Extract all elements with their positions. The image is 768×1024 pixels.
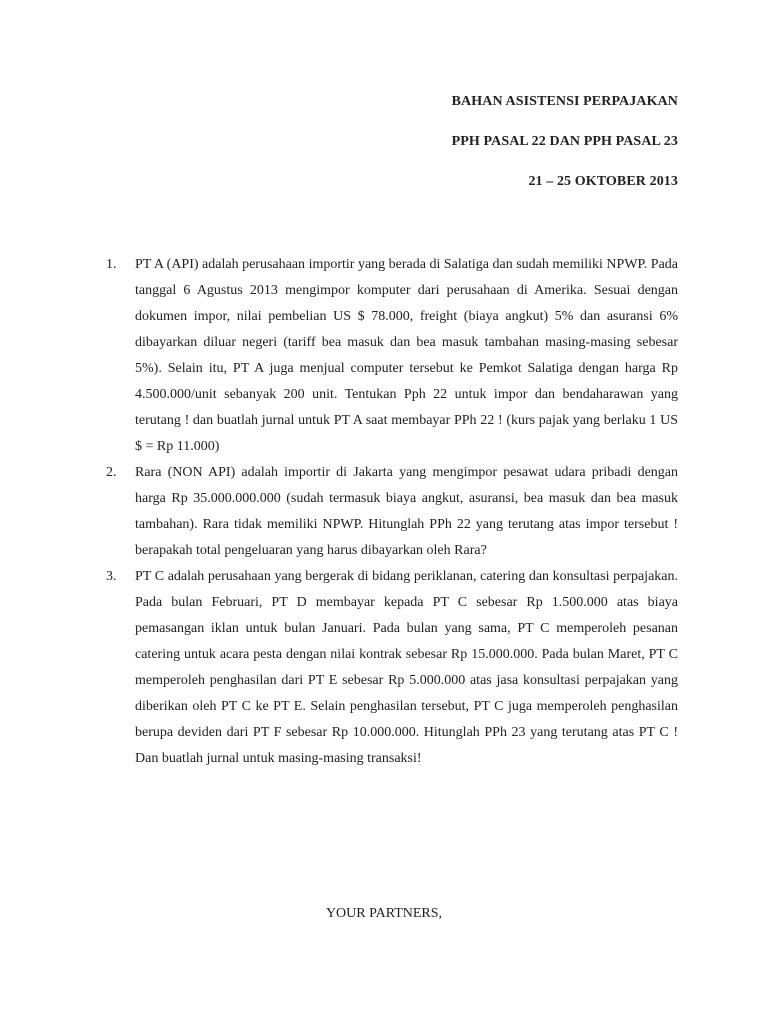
document-date: 21 – 25 OKTOBER 2013 <box>528 174 678 189</box>
question-item <box>106 460 678 564</box>
question-number: 3. <box>106 569 117 584</box>
question-text: PT A (API) adalah perusahaan importir yang berada di Salatiga dan sudah memiliki NPWP. Pada tanggal 6 Agustus 2013 mengimpor komputer dari perusahaan di Amerika. Sesuai dengan dokumen impor, nilai pembelian US $ 78.000, freight (biaya angkut) 5% dan asuransi 6% dibayarkan diluar negeri (tariff bea masuk dan bea masuk tambahan masing-masing sebesar 5%). Selain itu, PT A juga menjual computer tersebut ke Pemkot Salatiga dengan harga Rp 4.500.000/unit sebanyak 200 unit. Tentukan Pph 22 untuk impor dan bendaharawan yang terutang ! dan buatlah jurnal untuk PT A saat membayar PPh 22 ! (kurs pajak yang berlaku 1 US $ = Rp 11.000) <box>135 257 678 454</box>
document-subtitle: PPH PASAL 22 DAN PPH PASAL 23 <box>451 134 678 149</box>
document-title: BAHAN ASISTENSI PERPAJAKAN <box>451 94 678 109</box>
question-number: 1. <box>106 257 117 272</box>
closing-signature: YOUR PARTNERS, <box>325 906 443 921</box>
question-item <box>106 564 678 772</box>
question-item <box>106 252 678 460</box>
question-list <box>106 252 678 772</box>
question-text: PT C adalah perusahaan yang bergerak di bidang periklanan, catering dan konsultasi perpajakan. Pada bulan Februari, PT D membayar kepada PT C sebesar Rp 1.500.000 atas biaya pemasangan iklan untuk bulan Januari. Pada bulan yang sama, PT C memperoleh pesanan catering untuk acara pesta dengan nilai kontrak sebesar Rp 15.000.000. Pada bulan Maret, PT C memperoleh penghasilan dari PT E sebesar Rp 5.000.000 atas jasa konsultasi perpajakan yang diberikan oleh PT C ke PT E. Selain penghasilan tersebut, PT C juga memperoleh penghasilan berupa deviden dari PT F sebesar Rp 10.000.000. Hitunglah PPh 23 yang terutang atas PT C ! Dan buatlah jurnal untuk masing-masing transaksi! <box>135 569 678 766</box>
question-number: 2. <box>106 465 117 480</box>
question-text: Rara (NON API) adalah importir di Jakarta yang mengimpor pesawat udara pribadi dengan harga Rp 35.000.000.000 (sudah termasuk biaya angkut, asuransi, bea masuk dan bea masuk tambahan). Rara tidak memiliki NPWP. Hitunglah PPh 22 yang terutang atas impor tersebut ! berapakah total pengeluaran yang harus dibayarkan oleh Rara? <box>135 465 678 558</box>
